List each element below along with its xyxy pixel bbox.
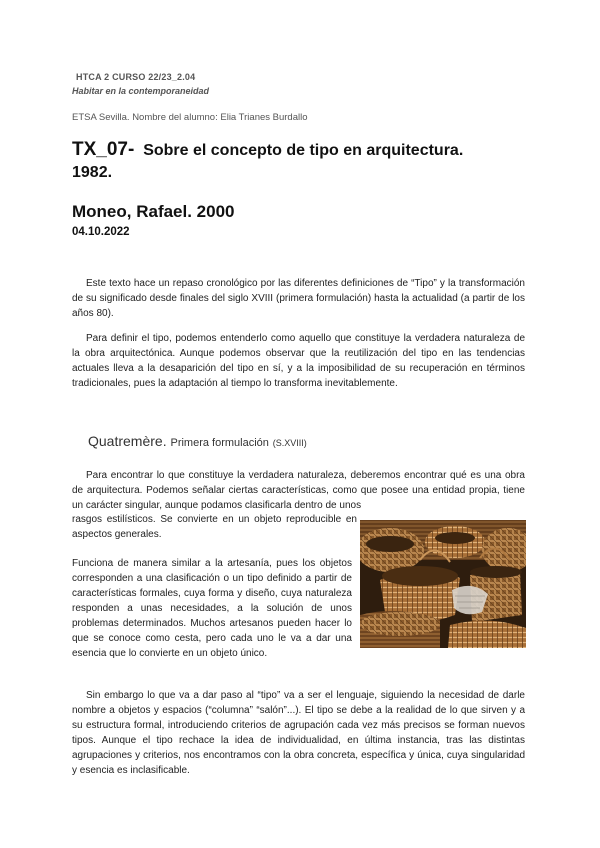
section-subtitle: Primera formulación [170, 437, 269, 449]
course-code: HTCA 2 CURSO 22/23_2.04 [76, 72, 196, 82]
school-student-line: ETSA Sevilla. Nombre del alumno: Elia Trianes Burdallo [72, 112, 308, 123]
paragraph-nature-continued: rasgos estilísticos. Se convierte en un objeto reproducible en aspectos generales. [72, 514, 357, 540]
paragraph-nature-text: Para encontrar lo que constituye la verdadera naturaleza, deberemos encontrar qué es una obra de arquitectura. Podemos señalar ciertas características, como que posee una entidad propia, tiene un carácter singular, aunque podamos clasificarla dentro de unos [72, 470, 525, 511]
paragraph-language [72, 688, 525, 778]
paragraph-craft-text: Funciona de manera similar a la artesanía, pues los objetos corresponden a una clasificación o un tipo definido a partir de características formales, cuya forma y diseño, cuya naturaleza responden a unas necesidades, a la solución de unos problemas determinados. Muchos artesanos pueden hacer lo que se conoce como cesta, pero cada uno le va a dar una esencia que lo convierte en un objeto único. [72, 558, 352, 659]
paragraph-language-text: Sin embargo lo que va a dar paso al “tipo” va a ser el lenguaje, siguiendo la necesidad de darle nombre a objetos y espacios (“columna” “salón”...). El tipo se debe a la realidad de lo que sirven y a su estructura formal, introduciendo criterios de agrupación cada vez más precisos se forman nuevos tipos. Aunque el tipo rechace la idea de individualidad, en última instancia, tras las distintas agrupaciones y criterios, nos encontramos con la obra concreta, específica y única, cuya singularidad y esencia es inclasificable. [72, 690, 525, 776]
date-heading: 04.10.2022 [72, 226, 130, 238]
title-text: Sobre el concepto de tipo en arquitectura. [143, 142, 464, 159]
section-name: Quatremère. [88, 433, 167, 449]
baskets-photo [360, 520, 526, 648]
section-period: (S.XVIII) [272, 438, 307, 448]
section-heading [88, 433, 307, 449]
paragraph-intro-text: Este texto hace un repaso cronológico por las diferentes definiciones de “Tipo” y la transformación de su significado desde finales del siglo XVIII (primera formulación) hasta la actualidad (a partir de los años 80). [72, 278, 525, 319]
baskets-illustration [360, 520, 526, 648]
title-code: TX_07- [72, 139, 135, 160]
subject-name: Habitar en la contemporaneidad [72, 86, 210, 96]
paragraph-definition-text: Para definir el tipo, podemos entenderlo como aquello que constituye la verdadera naturaleza de la obra arquitectónica. Aunque podemos observar que la reutilización del tipo en las tendencias actuales lleva a la desaparición del tipo en sí, y a la imposibilidad de su recuperación en términos tradicionales, pues la adaptación al tiempo lo transforma inevitablemente. [72, 333, 525, 389]
paragraph-nature [72, 468, 525, 513]
paragraph-definition [72, 331, 525, 391]
author-heading: Moneo, Rafael. 2000 [72, 202, 235, 221]
title-year: 1982. [72, 164, 113, 181]
page-title [72, 139, 542, 184]
paragraph-intro [72, 276, 525, 321]
paragraph-craft [72, 556, 352, 661]
